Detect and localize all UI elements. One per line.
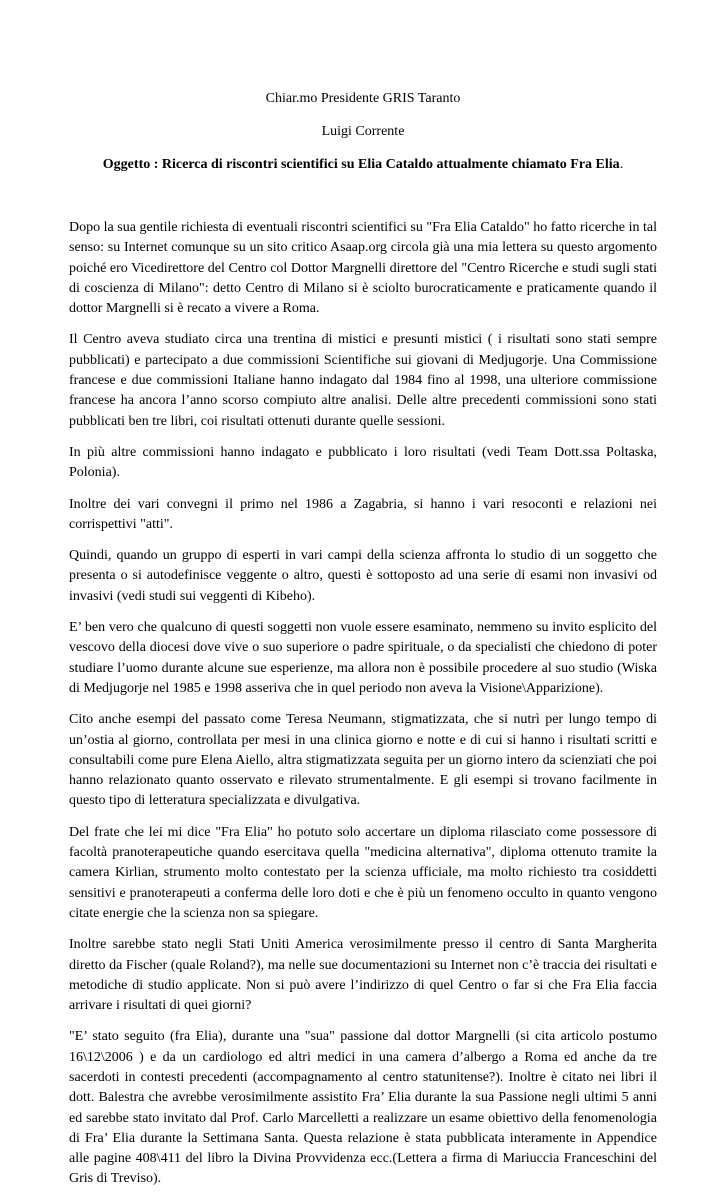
subject-text: Oggetto : Ricerca di riscontri scientifici su Elia Cataldo attualmente chiamato Fra Elia [102,157,620,172]
paragraph: Quindi, quando un gruppo di esperti in vari campi della scienza affronta lo studio di un soggetto che presenta o si autodefinisce veggente o altro, questi è sottoposto ad una serie di esami non invasivi od invasivi (vedi studi sui veggenti di Kibeho). [69,548,657,604]
paragraph: Inoltre dei vari convegni il primo nel 1986 a Zagabria, si hanno i vari resoconti e relazioni nei corrispettivi "atti". [69,496,657,532]
paragraph: Cito anche esempi del passato come Teresa Neumann, stigmatizzata, che si nutrì per lungo tempo di un’ostia al giorno, controllata per mesi in una clinica giorno e notte e di cui si hanno i risultati scritti e consultabili come pure Elena Aiello, altra stigmatizzata seguita per un giorno intero da scienziati che poi hanno relazionato quanto osservato e rilevato strumentalmente. E gli esempi si trovano facilmente in questo tipo di letteratura specializzata e divulgativa. [69,712,657,809]
paragraph: Dopo la sua gentile richiesta di eventuali riscontri scientifici su "Fra Elia Cataldo" ho fatto ricerche in tal senso: su Internet comunque su un sito critico Asaap.org circola già una mia lettera su questo argomento poiché ero Vicedirettore del Centro col Dottor Margnelli direttore del "Centro Ricerche e studi sugli stati di coscienza di Milano": detto Centro di Milano si è sciolto burocraticamente e praticamente quando il dottor Margnelli si è recato a vivere a Roma. [69,220,657,317]
paragraph: Il Centro aveva studiato circa una trentina di mistici e presunti mistici ( i risultati sono stati sempre pubblicati) e partecipato a due commissioni Scientifiche sui giovani di Medjugorje. Una Commissione francese e due commissioni Italiane hanno indagato dal 1984 fino al 1998, una ulteriore commissione francese ha ancora l’anno scorso compiuto altre analisi. Delle altre precedenti commissioni sono stati pubblicati ben tre libri, coi risultati ottenuti durante quelle sessioni. [69,332,657,429]
subject-period: . [619,157,624,172]
recipient-name: Luigi Corrente [321,124,405,139]
paragraph: Del frate che lei mi dice "Fra Elia" ho potuto solo accertare un diploma rilasciato come possessore di facoltà pranoterapeutiche quando esercitava quella "medicina alternativa", diploma ottenuto tramite la camera Kirlian, strumento molto contestato per la scienza ufficiale, ma molto richiesto tra cosiddetti sensitivi e pranoterapeuti a conferma delle loro doti e che è più un fenomeno occulto in quanto vengono citate energie che la scienza non sa spiegare. [69,824,657,921]
letter-page [69,89,657,1201]
paragraph: E’ ben vero che qualcuno di questi soggetti non vuole essere esaminato, nemmeno su invito esplicito del vescovo della diocesi dove vive o suo superiore o padre spirituale, o da specialisti che chiedono di poter studiare l’uomo durante alcune sue esperienze, ma allora non è possibile procedere al suo studio (Wiska di Medjugorje nel 1985 e 1998 asseriva che in quel periodo non aveva la Visione\Apparizione). [69,620,657,696]
paragraph: Inoltre sarebbe stato negli Stati Uniti America verosimilmente presso il centro di Santa Margherita diretto da Fischer (quale Roland?), ma nelle sue documentazioni su Internet non c’è traccia dei risultati e metodiche di studio applicate. Non si può avere l’indirizzo di quel Centro o far si che Fra Elia faccia arrivare i risultati di quei giorni? [69,937,657,1014]
subject-line [69,155,657,174]
paragraph: "E’ stato seguito (fra Elia), durante una "sua" passione dal dottor Margnelli (si cita articolo postumo 16\12\2006 ) e da un cardiologo ed altri medici in una camera d’albergo a Roma ed anche da tre sacerdoti in contesti precedenti (accompagnamento al centro statunitense?). Inoltre è citato nei libri il dott. Balestra che avrebbe verosimilmente assistito Fra’ Elia durante la sua Passione negli ultimi 5 anni ed sarebbe stato invitato dal Prof. Carlo Marcelletti a realizzare un esame obiettivo della fenomenologia di Fra’ Elia durante la Settimana Santa. Questa relazione è stata pubblicata interamente in Appendice alle pagine 408\411 del libro la Divina Provvidenza ecc.(Lettera a firma di Mariuccia Franceschini del Gris di Treviso). [69,1029,657,1187]
paragraph: In più altre commissioni hanno indagato e pubblicato i loro risultati (vedi Team Dott.ssa Poltaska, Polonia). [69,444,657,481]
recipient-line: Chiar.mo Presidente GRIS Taranto [265,91,461,106]
